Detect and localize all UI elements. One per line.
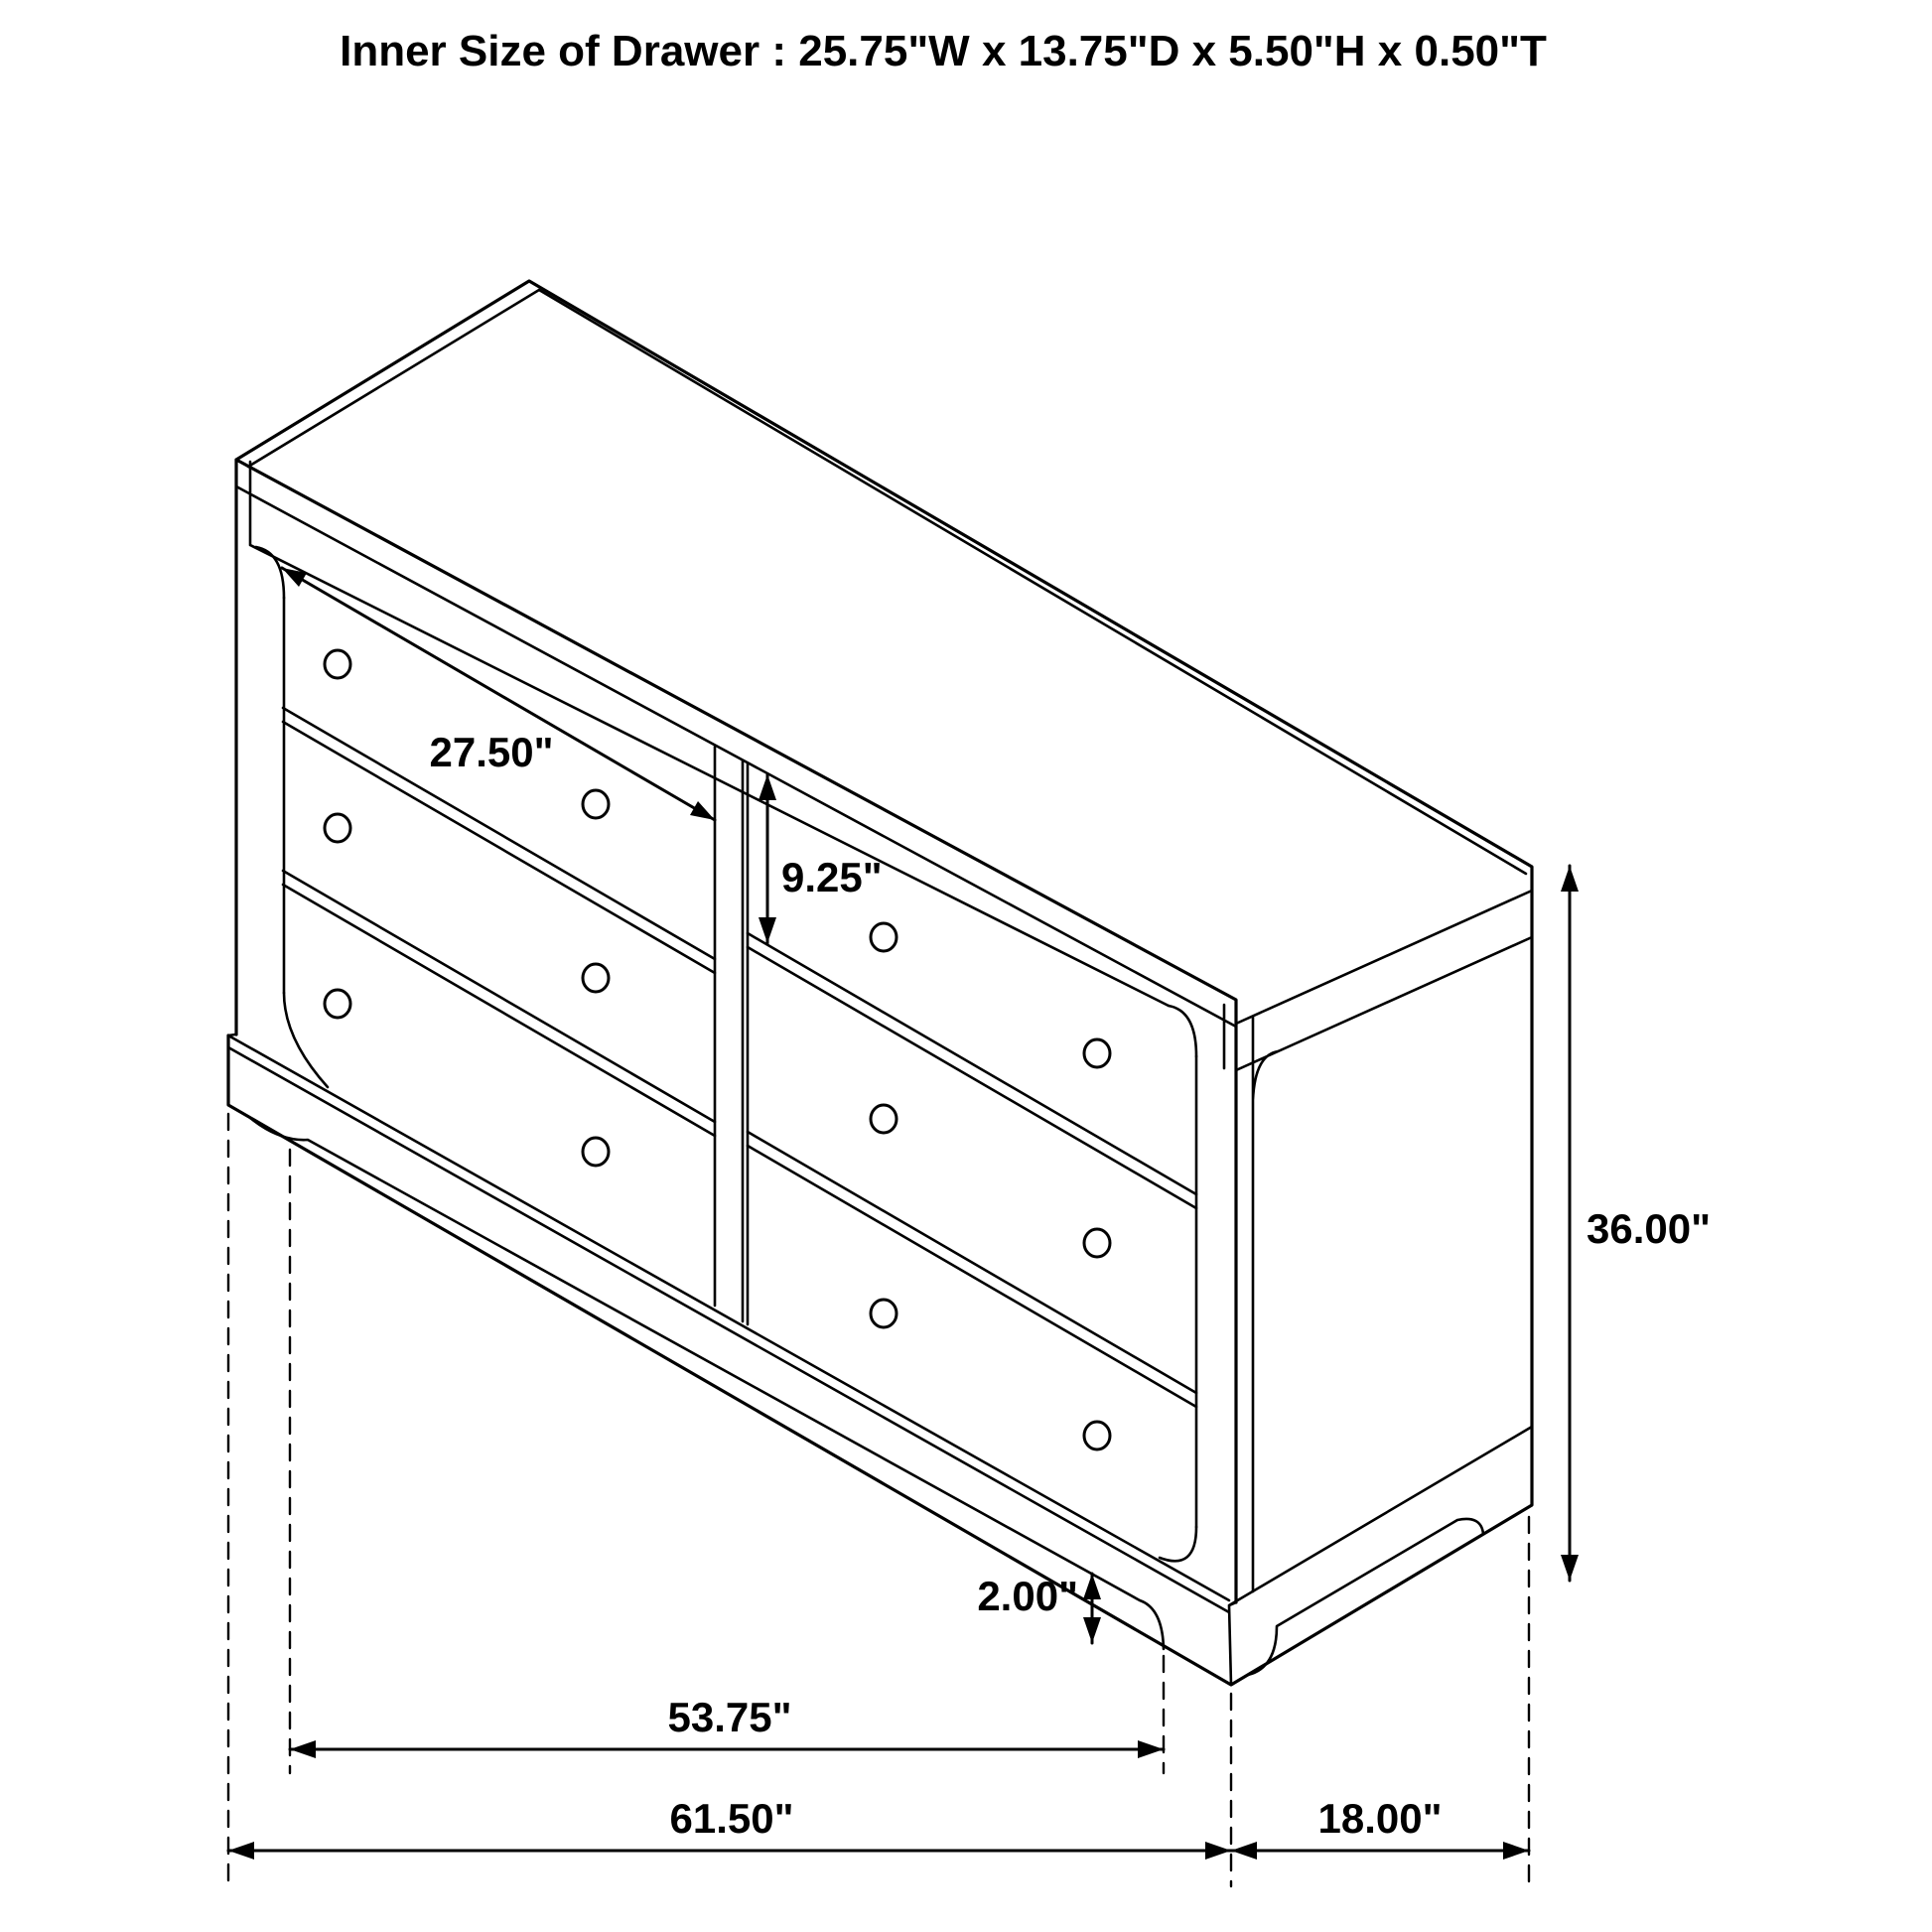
drawer-knob bbox=[1084, 1422, 1110, 1449]
dimension-foot-span bbox=[290, 1694, 1164, 1758]
dimension-line bbox=[282, 568, 715, 820]
arrowhead bbox=[1138, 1740, 1164, 1758]
drawer-knob bbox=[1084, 1229, 1110, 1257]
dimension-label-drawer-front-height: 9.25" bbox=[781, 854, 883, 900]
drawer-knob bbox=[325, 990, 350, 1018]
arrowhead bbox=[1205, 1842, 1231, 1860]
dimension-label-overall-height: 36.00" bbox=[1587, 1205, 1712, 1252]
arrowhead bbox=[1503, 1842, 1529, 1860]
right-column-drawer-gaps bbox=[748, 933, 1196, 1407]
arrowhead bbox=[759, 774, 776, 800]
drawer-knob bbox=[583, 790, 609, 818]
arrowhead bbox=[228, 1842, 254, 1860]
dimension-label-drawer-width: 27.50" bbox=[429, 729, 554, 775]
cove-bracket-bottom-right bbox=[1160, 1527, 1196, 1561]
dimension-label-foot-height: 2.00" bbox=[977, 1573, 1078, 1619]
drawer-knob bbox=[871, 1300, 897, 1327]
arrowhead bbox=[290, 1740, 316, 1758]
drawer-knob bbox=[583, 964, 609, 992]
arrowhead bbox=[1083, 1617, 1101, 1643]
dresser-drawing bbox=[228, 281, 1532, 1685]
base-foot-cutout-side bbox=[1248, 1519, 1483, 1675]
extension-lines bbox=[228, 1114, 1529, 1886]
dimension-label-foot-span: 53.75" bbox=[667, 1694, 792, 1740]
drawer-knob bbox=[871, 923, 897, 951]
dimension-label-overall-width: 61.50" bbox=[669, 1795, 794, 1842]
dimension-overall-width bbox=[228, 1795, 1231, 1860]
arrowhead bbox=[1561, 866, 1579, 892]
cove-bracket-top-right bbox=[1169, 1006, 1196, 1056]
dimension-label-depth: 18.00" bbox=[1317, 1795, 1443, 1842]
dimension-depth bbox=[1231, 1795, 1529, 1860]
drawer-knob bbox=[325, 814, 350, 842]
arrowhead bbox=[759, 917, 776, 943]
dimension-overall-height bbox=[1561, 866, 1711, 1581]
side-panel-edges bbox=[1236, 891, 1532, 1591]
drawer-knob bbox=[583, 1138, 609, 1166]
top-slab-front-edges bbox=[236, 462, 1236, 1068]
page-title: Inner Size of Drawer : 25.75"W x 13.75"D x 5.50"H x 0.50"T bbox=[340, 27, 1547, 75]
drawer-knob bbox=[871, 1105, 897, 1133]
cove-bracket-bottom-left bbox=[284, 993, 328, 1087]
top-surface-inset-edge bbox=[248, 290, 1526, 874]
drawer-knob bbox=[325, 650, 350, 678]
drawer-knob bbox=[1084, 1039, 1110, 1067]
arrowhead bbox=[1231, 1842, 1257, 1860]
center-divider-edges bbox=[715, 747, 748, 1324]
arrowhead bbox=[1561, 1555, 1579, 1581]
dimension-drawer-width bbox=[282, 568, 715, 820]
arrowhead bbox=[690, 801, 715, 820]
cove-bracket-top-left bbox=[256, 547, 284, 598]
dimension-foot-height bbox=[977, 1573, 1101, 1643]
